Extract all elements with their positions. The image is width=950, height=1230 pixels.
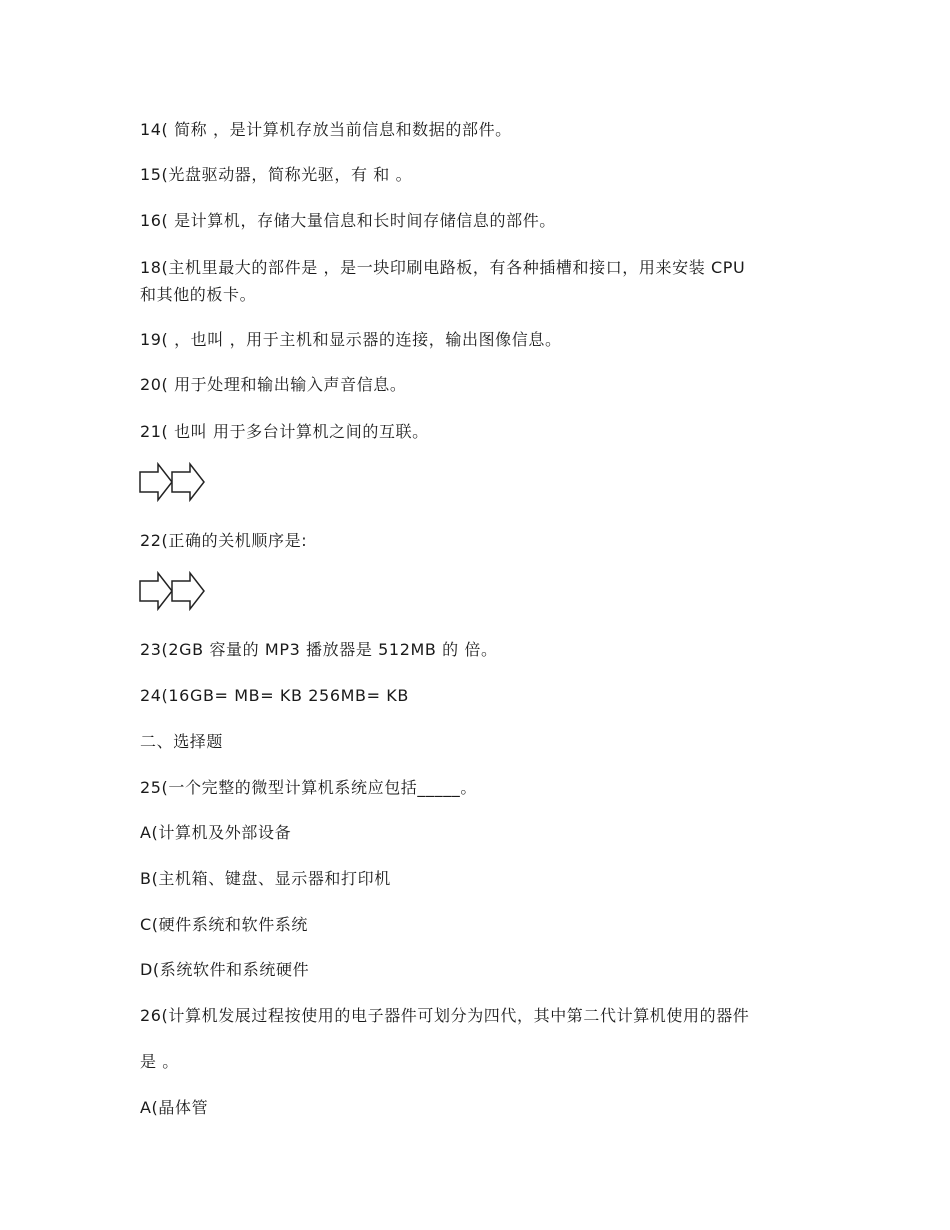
- q19-text: 19( ，也叫 ，用于主机和显示器的连接，输出图像信息。: [140, 330, 562, 349]
- double-arrow-icon: [138, 571, 208, 611]
- double-arrow-icon: [138, 462, 208, 502]
- q25-option-b: B(主机箱、键盘、显示器和打印机: [140, 869, 391, 888]
- q26-text-line2: 是 。: [140, 1052, 179, 1071]
- q21-text: 21( 也叫 用于多台计算机之间的互联。: [140, 422, 429, 441]
- q24-text: 24(16GB= MB= KB 256MB= KB: [140, 686, 409, 705]
- q18-text-line2: 和其他的板卡。: [140, 285, 257, 304]
- q25-option-d: D(系统软件和系统硬件: [140, 960, 310, 979]
- q25-text: 25(一个完整的微型计算机系统应包括_____。: [140, 778, 478, 797]
- q23-text: 23(2GB 容量的 MP3 播放器是 512MB 的 倍。: [140, 640, 498, 659]
- q25-option-c: C(硬件系统和软件系统: [140, 915, 309, 934]
- section-heading: 二、选择题: [140, 732, 224, 751]
- q22-text: 22(正确的关机顺序是:: [140, 531, 308, 550]
- q18-text-line1: 18(主机里最大的部件是 ，是一块印刷电路板，有各种插槽和接口，用来安装 CPU: [140, 258, 746, 277]
- q25-option-a: A(计算机及外部设备: [140, 823, 292, 842]
- q26-text-line1: 26(计算机发展过程按使用的电子器件可划分为四代，其中第二代计算机使用的器件: [140, 1006, 750, 1025]
- q14-text: 14( 简称 ，是计算机存放当前信息和数据的部件。: [140, 120, 512, 139]
- q16-text: 16( 是计算机，存储大量信息和长时间存储信息的部件。: [140, 211, 556, 230]
- q26-option-a: A(晶体管: [140, 1098, 209, 1117]
- q20-text: 20( 用于处理和输出输入声音信息。: [140, 375, 407, 394]
- q15-text: 15(光盘驱动器，简称光驱，有 和 。: [140, 165, 413, 184]
